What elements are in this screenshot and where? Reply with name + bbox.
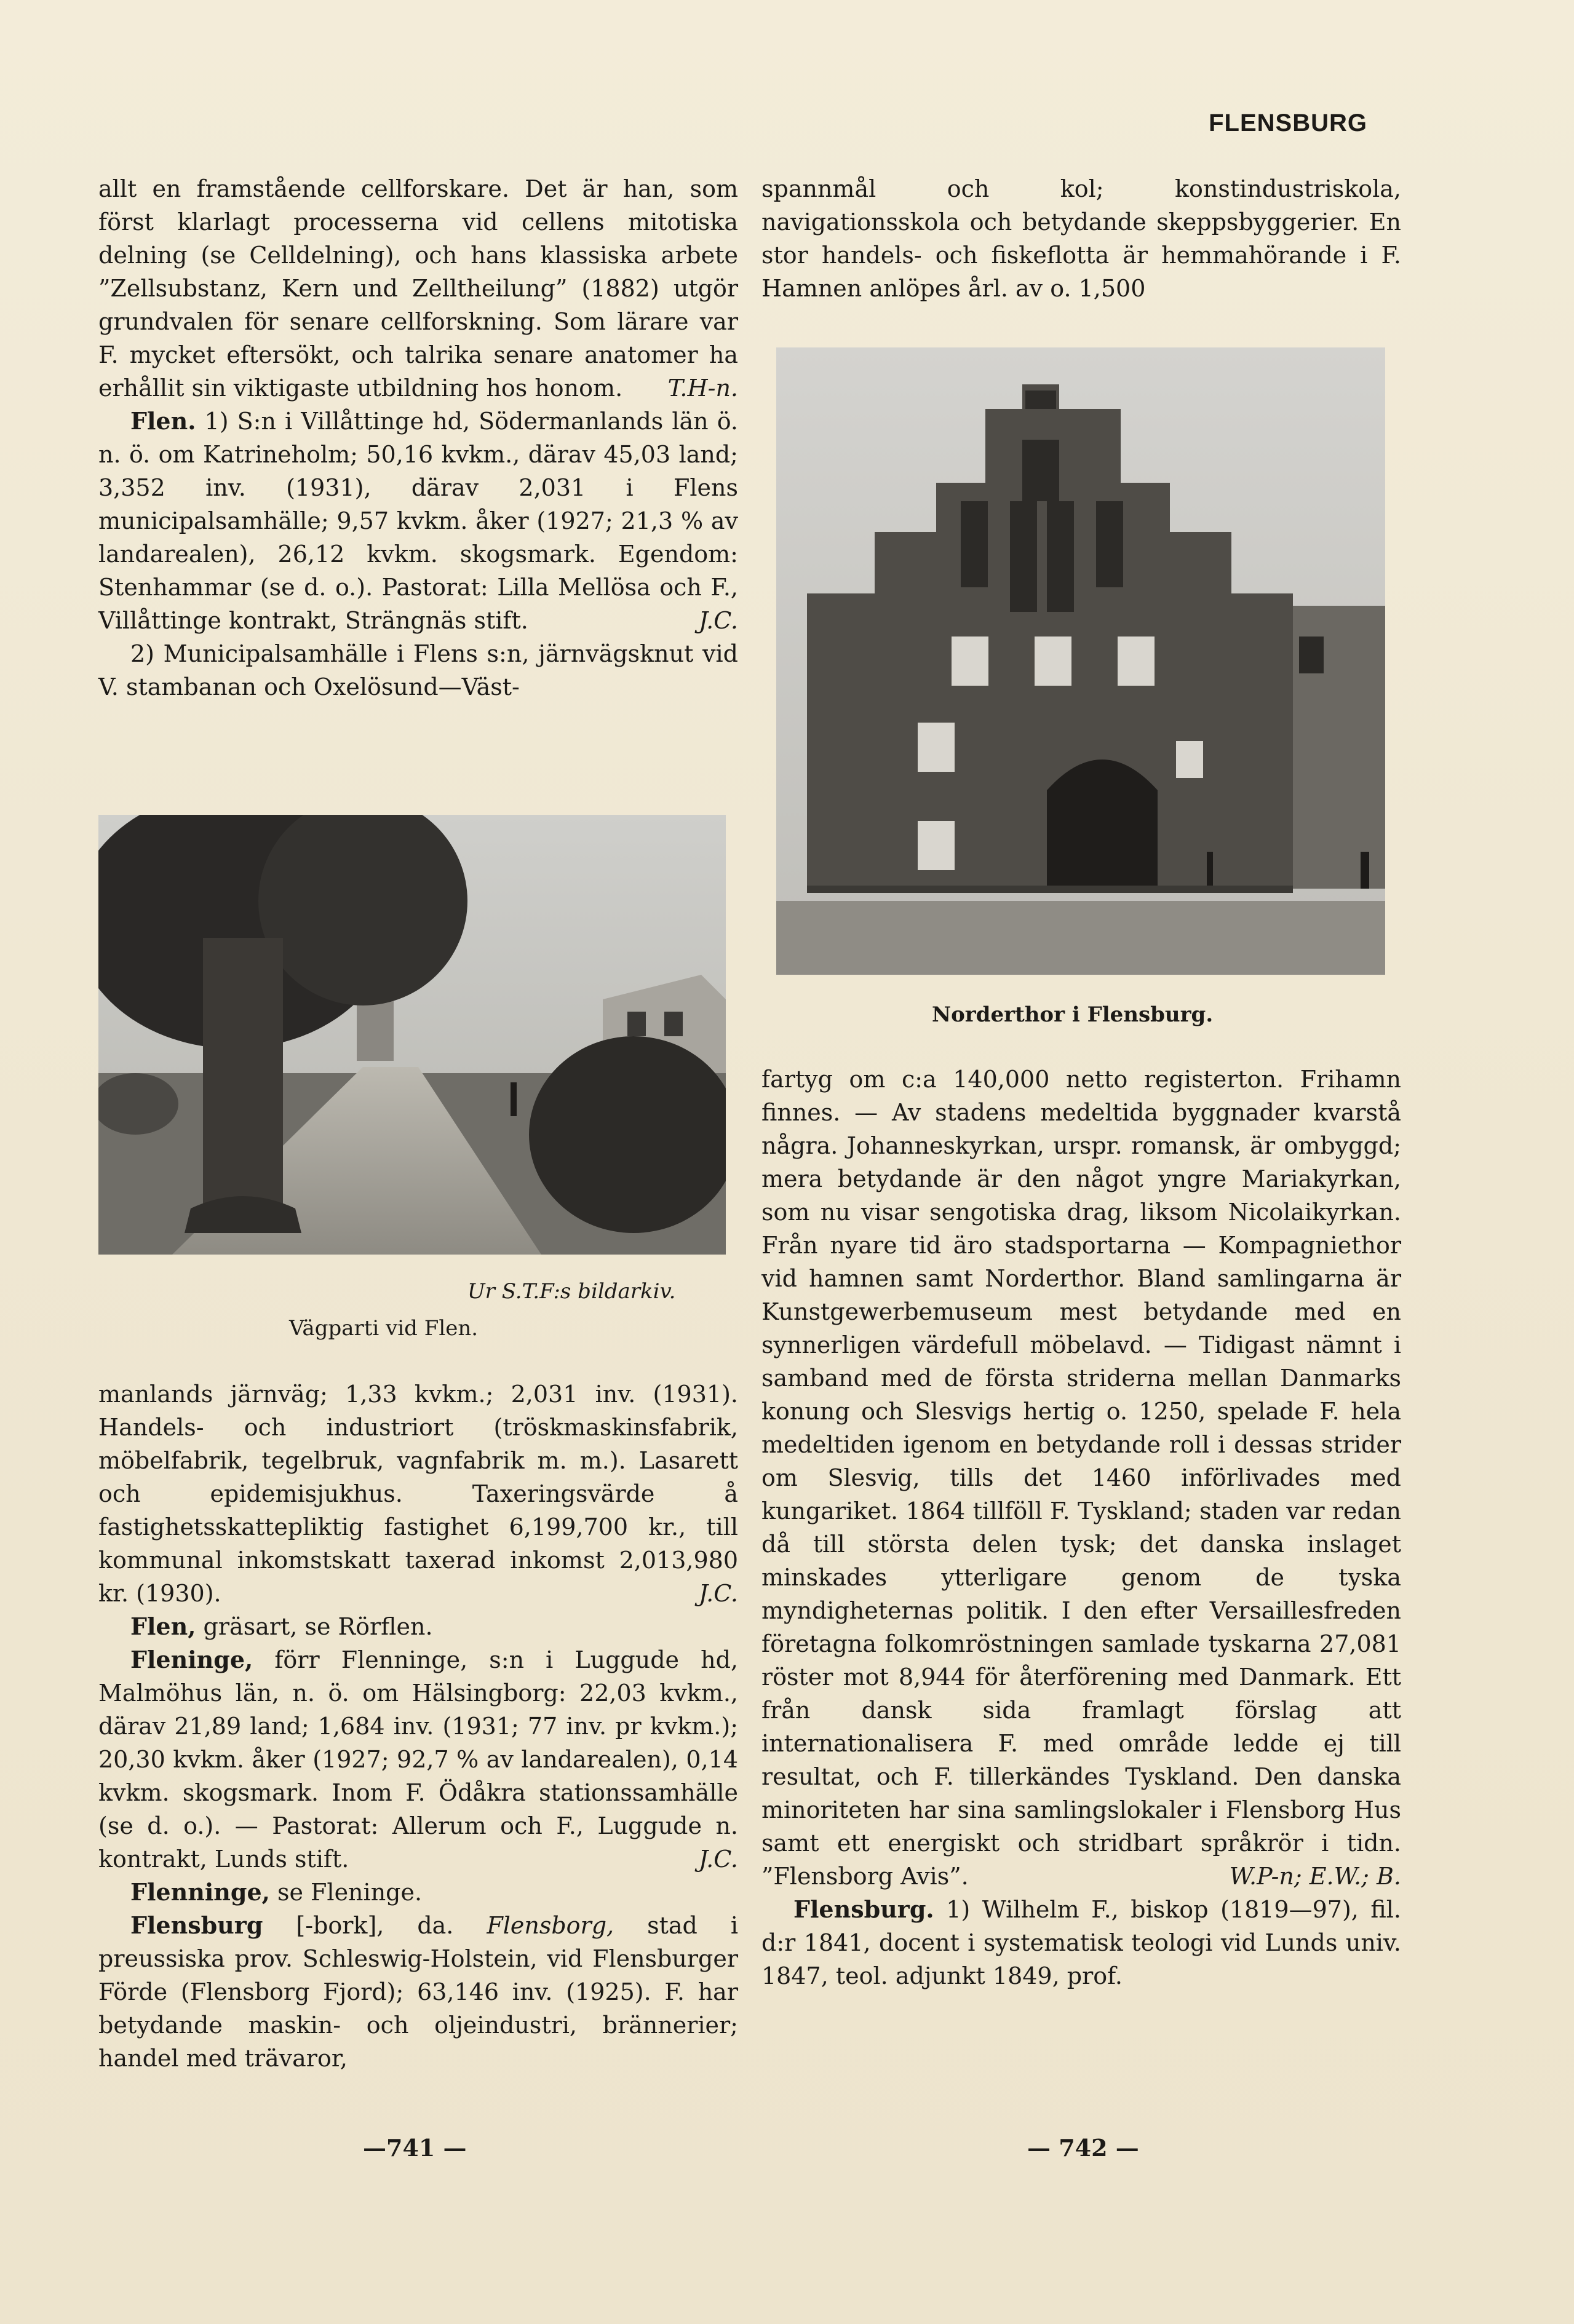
column-left-top: [98, 172, 738, 704]
signature: J.C.: [698, 607, 738, 634]
headword: Flen.: [130, 407, 196, 435]
page-number-left: —741 —: [363, 2134, 467, 2162]
signature: T.H-n.: [667, 375, 738, 402]
entry-flenninge: Flenninge, se Fleninge.: [130, 1878, 423, 1906]
headword: Flenninge,: [130, 1878, 270, 1906]
photo-caption-road: Vägparti vid Flen.: [289, 1316, 479, 1341]
headword: Fleninge,: [130, 1646, 253, 1673]
photo-caption-norderthor: Norderthor i Flensburg.: [932, 1002, 1214, 1027]
signature: J.C.: [698, 1580, 738, 1607]
running-header: FLENSBURG: [1209, 109, 1367, 137]
page-number-right: — 742 —: [1027, 2134, 1139, 2162]
column-right-top: [761, 172, 1401, 305]
headword: Flensburg: [130, 1911, 263, 1939]
signature: J.C.: [698, 1846, 738, 1873]
column-left-bottom: [98, 1378, 738, 2075]
headword: Flen,: [130, 1612, 196, 1640]
paragraph: allt en framstående cellforskare. Det är han, som först klarlagt processerna vid cellens mitotiska delning (se Celldelning), och hans klassiska arbete ”Zellsubstanz, Kern und Zelltheilung” (1882) utgör grundvalen för senare cellforskning. Som lärare var F. mycket eftersökt, och talrika senare anatomer ha erhållit sin viktigaste utbildning hos honom. T.H-n.: [98, 172, 738, 405]
photo-credit: Ur S.T.F:s bildarkiv.: [467, 1279, 676, 1304]
paragraph: spannmål och kol; konstindustriskola, navigationsskola och betydande skeppsbyggerier. En stor handels- och fiskeflotta är hemmahörande i F. Hamnen anlöpes årl. av o. 1,500: [761, 175, 1401, 302]
paragraph: 2) Municipalsamhälle i Flens s:n, järnvägsknut vid V. stambanan och Oxelösund—Väst-: [98, 640, 738, 700]
entry-flensburg: Flensburg [-bork], da. Flensborg, stad i preussiska prov. Schleswig-Holstein, vid Flensburger Förde (Flensborg Fjord); 63,146 inv. (1925). F. har betydande maskin- och oljeindustri, brännerier; handel med trävaror,: [98, 1911, 738, 2072]
paragraph: fartyg om c:a 140,000 netto registerton. Frihamn finnes. — Av stadens medeltida byggnader kvarstå några. Johanneskyrkan, urspr. romansk, är ombyggd; mera betydande är den något yngre Mariakyrkan, som nu visar sengotiska drag, liksom Nicolaikyrkan. Från nyare tid äro stadsportarna — Kompagniethor vid hamnen samt Norderthor. Bland samlingarna är Kunstgewerbemuseum mest betydande med en synnerligen värdefull möbelavd. — Tidigast nämnt i samband med de första striderna mellan Danmarks konung och Slesvigs hertig o. 1250, spelade F. hela medeltiden igenom en betydande roll i dessas strider om Slesvig, tills det 1460 införlivades med kungariket. 1864 tillföll F. Tyskland; staden var redan då till största delen tysk; det danska inslaget minskades ytterligare genom de tyska myndigheternas politik. I den efter Versaillesfreden företagna folkomröstningen samlade tyskarna 27,081 röster mot 8,944 för återförening med Danmark. Ett från dansk sida framlagt förslag att internationalisera F. med område ledde ej till resultat, och F. tillerkändes Tyskland. Den danska minoriteten har sina samlingslokaler i Flensborg Hus samt ett energiskt och stridbart språkrör i tidn. ”Flensborg Avis”. W.P-n; E.W.; B.: [761, 1063, 1401, 1893]
headword: Flensburg.: [793, 1895, 934, 1923]
entry-flen: Flen. 1) S:n i Villåttinge hd, Södermanlands län ö. n. ö. om Katrineholm; 50,16 kvkm., därav 45,03 land; 3,352 inv. (1931), därav 2,031 i Flens municipalsamhälle; 9,57 kvkm. åker (1927; 21,3 % av landarealen), 26,12 kvkm. skogsmark. Egendom: Stenhammar (se d. o.). Pastorat: Lilla Mellösa och F., Villåttinge kontrakt, Strängnäs stift. J.C.: [98, 405, 738, 637]
column-right-bottom: [761, 1063, 1401, 1993]
signature: W.P-n; E.W.; B.: [1229, 1863, 1401, 1890]
paragraph: manlands järnväg; 1,33 kvkm.; 2,031 inv. (1931). Handels- och industriort (tröskmaskinsfabrik, möbelfabrik, tegelbruk, vagnfabrik m. m.). Lasarett och epidemisjukhus. Taxeringsvärde å fastighetsskattepliktig fastighet 6,199,700 kr., till kommunal inkomstskatt taxerad inkomst 2,013,980 kr. (1930). J.C.: [98, 1378, 738, 1610]
entry-fleninge: Fleninge, förr Flenninge, s:n i Luggude hd, Malmöhus län, n. ö. om Hälsingborg: 22,03 kvkm., därav 21,89 land; 1,684 inv. (1931; 77 inv. pr kvkm.); 20,30 kvkm. åker (1927; 92,7 % av landarealen), 0,14 kvkm. skogsmark. Inom F. Ödåkra stationssamhälle (se d. o.). — Pastorat: Allerum och F., Luggude n. kontrakt, Lunds stift. J.C.: [98, 1643, 738, 1876]
photo-road-flen: [98, 815, 726, 1255]
entry-flen-grass: Flen, gräsart, se Rörflen.: [130, 1612, 433, 1640]
photo-norderthor: [776, 347, 1385, 975]
entry-flensburg-person: Flensburg. 1) Wilhelm F., biskop (1819—97), fil. d:r 1841, docent i systematisk teologi vid Lunds univ. 1847, teol. adjunkt 1849, prof.: [761, 1895, 1401, 1989]
